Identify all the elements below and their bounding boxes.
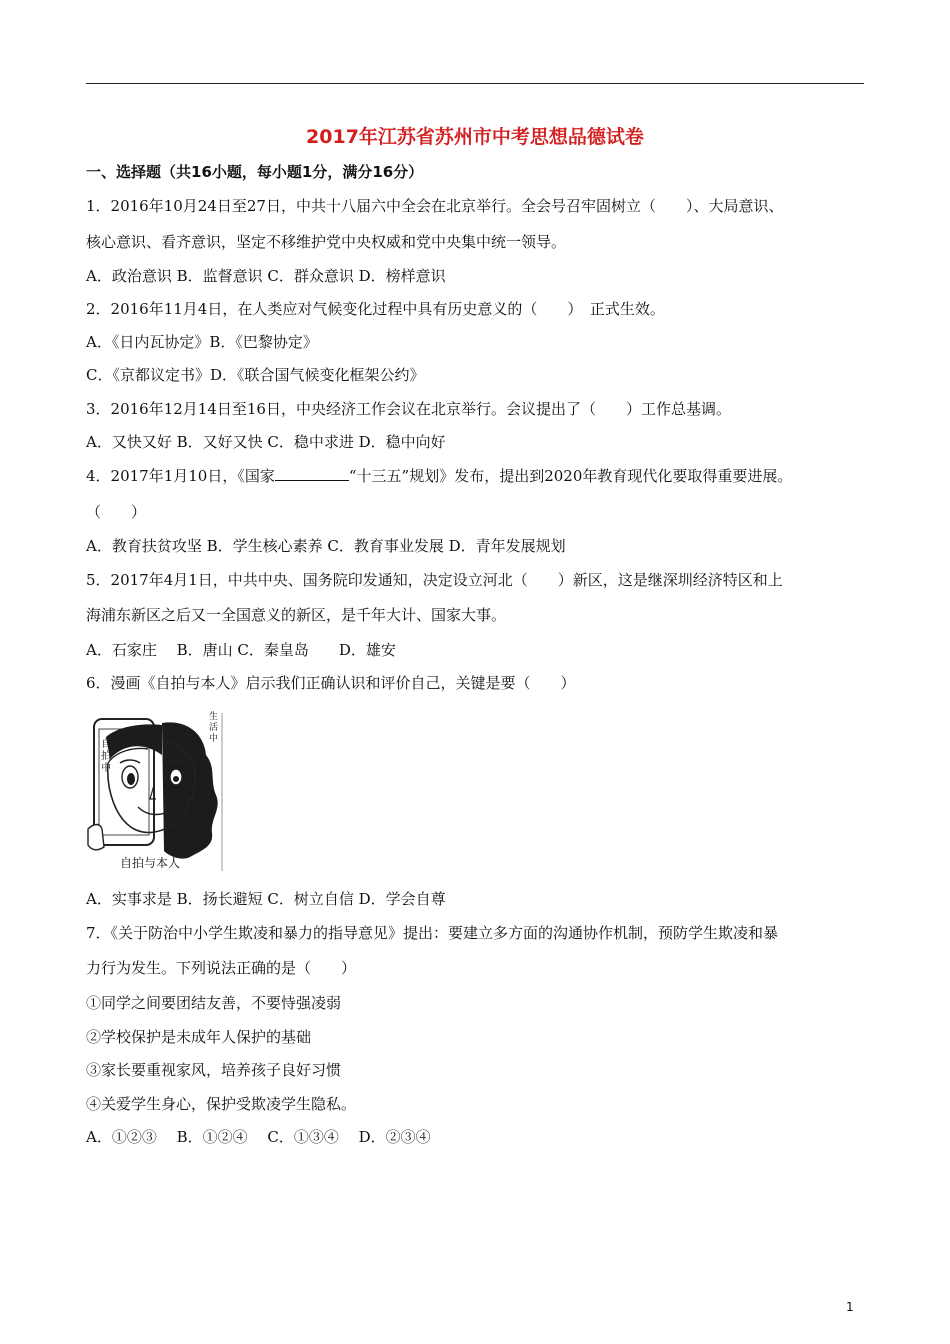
q2-options1: A．《日内瓦协定》B．《巴黎协定》 bbox=[86, 333, 318, 351]
q6-line1: 6．漫画《自拍与本人》启示我们正确认识和评价自己，关键是要（ ） bbox=[86, 674, 576, 692]
q4-line1-start: 4．2017年1月10日，《国家 bbox=[86, 467, 275, 485]
q1-line2: 核心意识、看齐意识，坚定不移维护党中央权威和党中央集中统一领导。 bbox=[86, 233, 567, 251]
section-heading: 一、选择题（共16小题，每小题1分，满分16分） bbox=[86, 163, 424, 181]
q3-options: A．又快又好 B．又好又快 C．稳中求进 D．稳中向好 bbox=[86, 433, 446, 451]
q1-options: A．政治意识 B．监督意识 C．群众意识 D．榜样意识 bbox=[86, 267, 446, 285]
q2-options2: C．《京都议定书》D．《联合国气候变化框架公约》 bbox=[86, 366, 425, 384]
header-rule bbox=[86, 83, 864, 84]
q2-line1: 2．2016年11月4日，在人类应对气候变化过程中具有历史意义的（ ） 正式生效。 bbox=[86, 300, 665, 318]
q5-line1: 5．2017年4月1日，中共中央、国务院印发通知，决定设立河北（ ）新区，这是继深圳经济特区和上 bbox=[86, 571, 783, 589]
q1-line1: 1．2016年10月24日至27日，中共十八届六中全会在北京举行。全会号召牢固树立（ ）、大局意识、 bbox=[86, 197, 784, 215]
q7-options: A．①②③ B．①②④ C．①③④ D．②③④ bbox=[86, 1128, 431, 1146]
cartoon-left-label: 自拍中 bbox=[101, 739, 111, 774]
q4-line1 bbox=[86, 466, 792, 486]
page-title: 2017年江苏省苏州市中考思想品德试卷 bbox=[306, 126, 644, 148]
q7-line2: 力行为发生。下列说法正确的是（ ） bbox=[86, 959, 357, 977]
q7-item1: ①同学之间要团结友善，不要恃强凌弱 bbox=[86, 994, 342, 1012]
page-number: 1 bbox=[846, 1300, 854, 1314]
q7-item3: ③家长要重视家风，培养孩子良好习惯 bbox=[86, 1061, 342, 1079]
q7-item2: ②学校保护是未成年人保护的基础 bbox=[86, 1028, 312, 1046]
q7-line1: 7．《关于防治中小学生欺凌和暴力的指导意见》提出：要建立多方面的沟通协作机制，预防学生欺凌和暴 bbox=[86, 924, 779, 942]
q4-line2: （ ） bbox=[86, 503, 147, 521]
q3-line1: 3．2016年12月14日至16日，中央经济工作会议在北京举行。会议提出了（ ）工作总基调。 bbox=[86, 400, 731, 418]
cartoon-caption: 自拍与本人 bbox=[120, 856, 181, 870]
q4-line1-end: “十三五”规划》发布，提出到2020年教育现代化要取得重要进展。 bbox=[348, 467, 793, 485]
q6-options: A．实事求是 B．扬长避短 C．树立自信 D．学会自尊 bbox=[86, 890, 446, 908]
q5-line2: 海浦东新区之后又一全国意义的新区，是千年大计、国家大事。 bbox=[86, 606, 507, 624]
q7-item4: ④关爱学生身心，保护受欺凌学生隐私。 bbox=[86, 1095, 357, 1113]
q4-options: A．教育扶贫攻坚 B．学生核心素养 C．教育事业发展 D．青年发展规划 bbox=[86, 537, 566, 555]
answer-blank bbox=[275, 466, 349, 481]
cartoon-right-label: 生活中 bbox=[209, 712, 219, 744]
selfie-cartoon bbox=[86, 711, 224, 871]
q5-options: A．石家庄 B．唐山 C．秦皇岛 D．雄安 bbox=[86, 641, 396, 659]
